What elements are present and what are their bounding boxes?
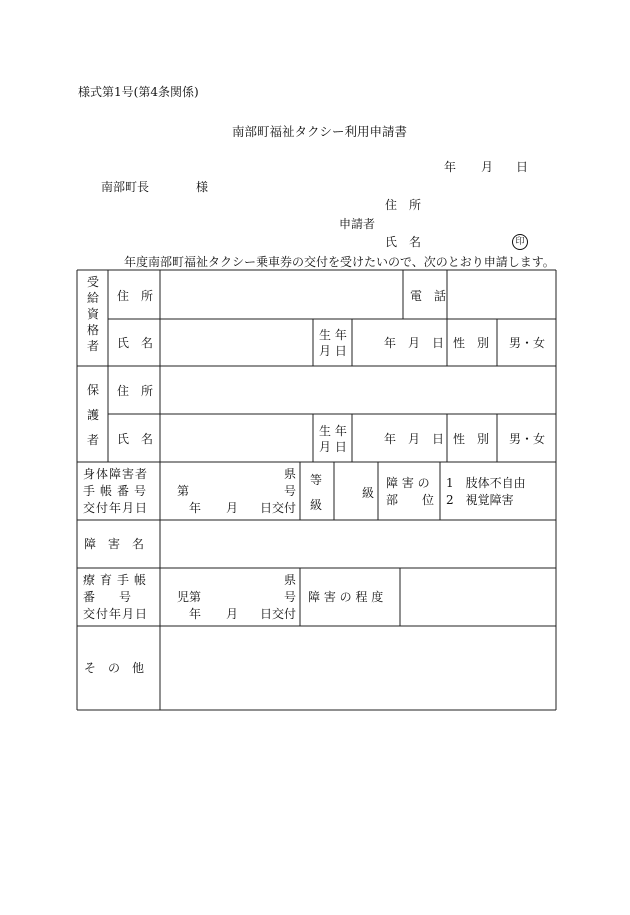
applicant-label: 申請者 <box>339 217 376 231</box>
guardian-birth-label-1: 生 年 <box>319 424 347 438</box>
other-label: そ の 他 <box>84 661 145 675</box>
rehab-book-number-prefix: 児第 <box>177 590 202 604</box>
disability-book-number-prefix: 第 <box>177 484 190 498</box>
form-number: 様式第1号(第4条関係) <box>78 85 199 99</box>
applicant-address-label: 住 所 <box>385 198 422 212</box>
recipient-sex-label: 性 別 <box>453 336 490 350</box>
guardian-section-label: 保 護 者 <box>86 383 99 447</box>
addressee-name: 南部町長 <box>101 180 150 194</box>
disability-book-issue-day: 日交付 <box>260 501 297 515</box>
disability-name-label: 障 害 名 <box>84 537 145 551</box>
recipient-birth-value: 年 月 日 <box>384 336 445 350</box>
page-title: 南部町福祉タクシー利用申請書 <box>232 124 408 139</box>
disability-grade-label-2: 級 <box>310 498 323 512</box>
rehab-book-issue-month: 月 <box>226 607 239 621</box>
recipient-name-label: 氏 名 <box>117 336 154 350</box>
rehab-degree-label: 障 害 の 程 度 <box>308 590 384 604</box>
disability-book-label-2: 手帳番号 <box>83 484 152 498</box>
recipient-phone-label: 電 話 <box>410 289 447 303</box>
rehab-book-label-2: 番 号 <box>83 590 132 604</box>
rehab-book-label-3: 交付年月日 <box>83 607 149 621</box>
disability-book-label-3: 交付年月日 <box>83 501 149 515</box>
disability-part-option-2: 2 視覚障害 <box>446 493 514 507</box>
recipient-section-label: 受 給 資 格 者 <box>86 275 99 353</box>
applicant-name-label: 氏 名 <box>385 235 422 249</box>
guardian-birth-value: 年 月 日 <box>384 432 445 446</box>
rehab-book-issue-day: 日交付 <box>260 607 297 621</box>
rehab-book-issue-year: 年 <box>189 607 202 621</box>
disability-grade-unit: 級 <box>362 486 375 500</box>
rehab-book-number-suffix: 号 <box>284 590 297 604</box>
recipient-birth-label-2: 月 日 <box>319 344 347 358</box>
seal-icon: 印 <box>512 234 528 250</box>
addressee-honorific: 様 <box>196 180 209 194</box>
recipient-birth-label-1: 生 年 <box>319 328 347 342</box>
disability-part-label-1: 障 害 の <box>386 476 430 490</box>
guardian-address-label: 住 所 <box>117 384 154 398</box>
guardian-sex-value: 男・女 <box>509 432 546 446</box>
disability-book-prefecture: 県 <box>284 467 297 481</box>
disability-book-label-1: 身体障害者 <box>83 467 149 481</box>
disability-book-issue-month: 月 <box>226 501 239 515</box>
disability-book-number-suffix: 号 <box>284 484 297 498</box>
rehab-book-prefecture: 県 <box>284 573 297 587</box>
recipient-address-label: 住 所 <box>117 289 154 303</box>
rehab-book-label-1: 療育手帳 <box>83 573 152 587</box>
guardian-birth-label-2: 月 日 <box>319 440 347 454</box>
date-day: 日 <box>516 160 529 174</box>
guardian-sex-label: 性 別 <box>453 432 490 446</box>
guardian-name-label: 氏 名 <box>117 432 154 446</box>
disability-grade-label-1: 等 <box>310 473 323 487</box>
intro-text: 年度南部町福祉タクシー乗車券の交付を受けたいので、次のとおり申請します。 <box>124 255 555 269</box>
recipient-sex-value: 男・女 <box>509 336 546 350</box>
disability-book-issue-year: 年 <box>189 501 202 515</box>
date-month: 月 <box>481 160 494 174</box>
disability-part-label-2: 部 位 <box>386 493 435 507</box>
disability-part-option-1: 1 肢体不自由 <box>446 476 526 490</box>
date-year: 年 <box>444 160 457 174</box>
